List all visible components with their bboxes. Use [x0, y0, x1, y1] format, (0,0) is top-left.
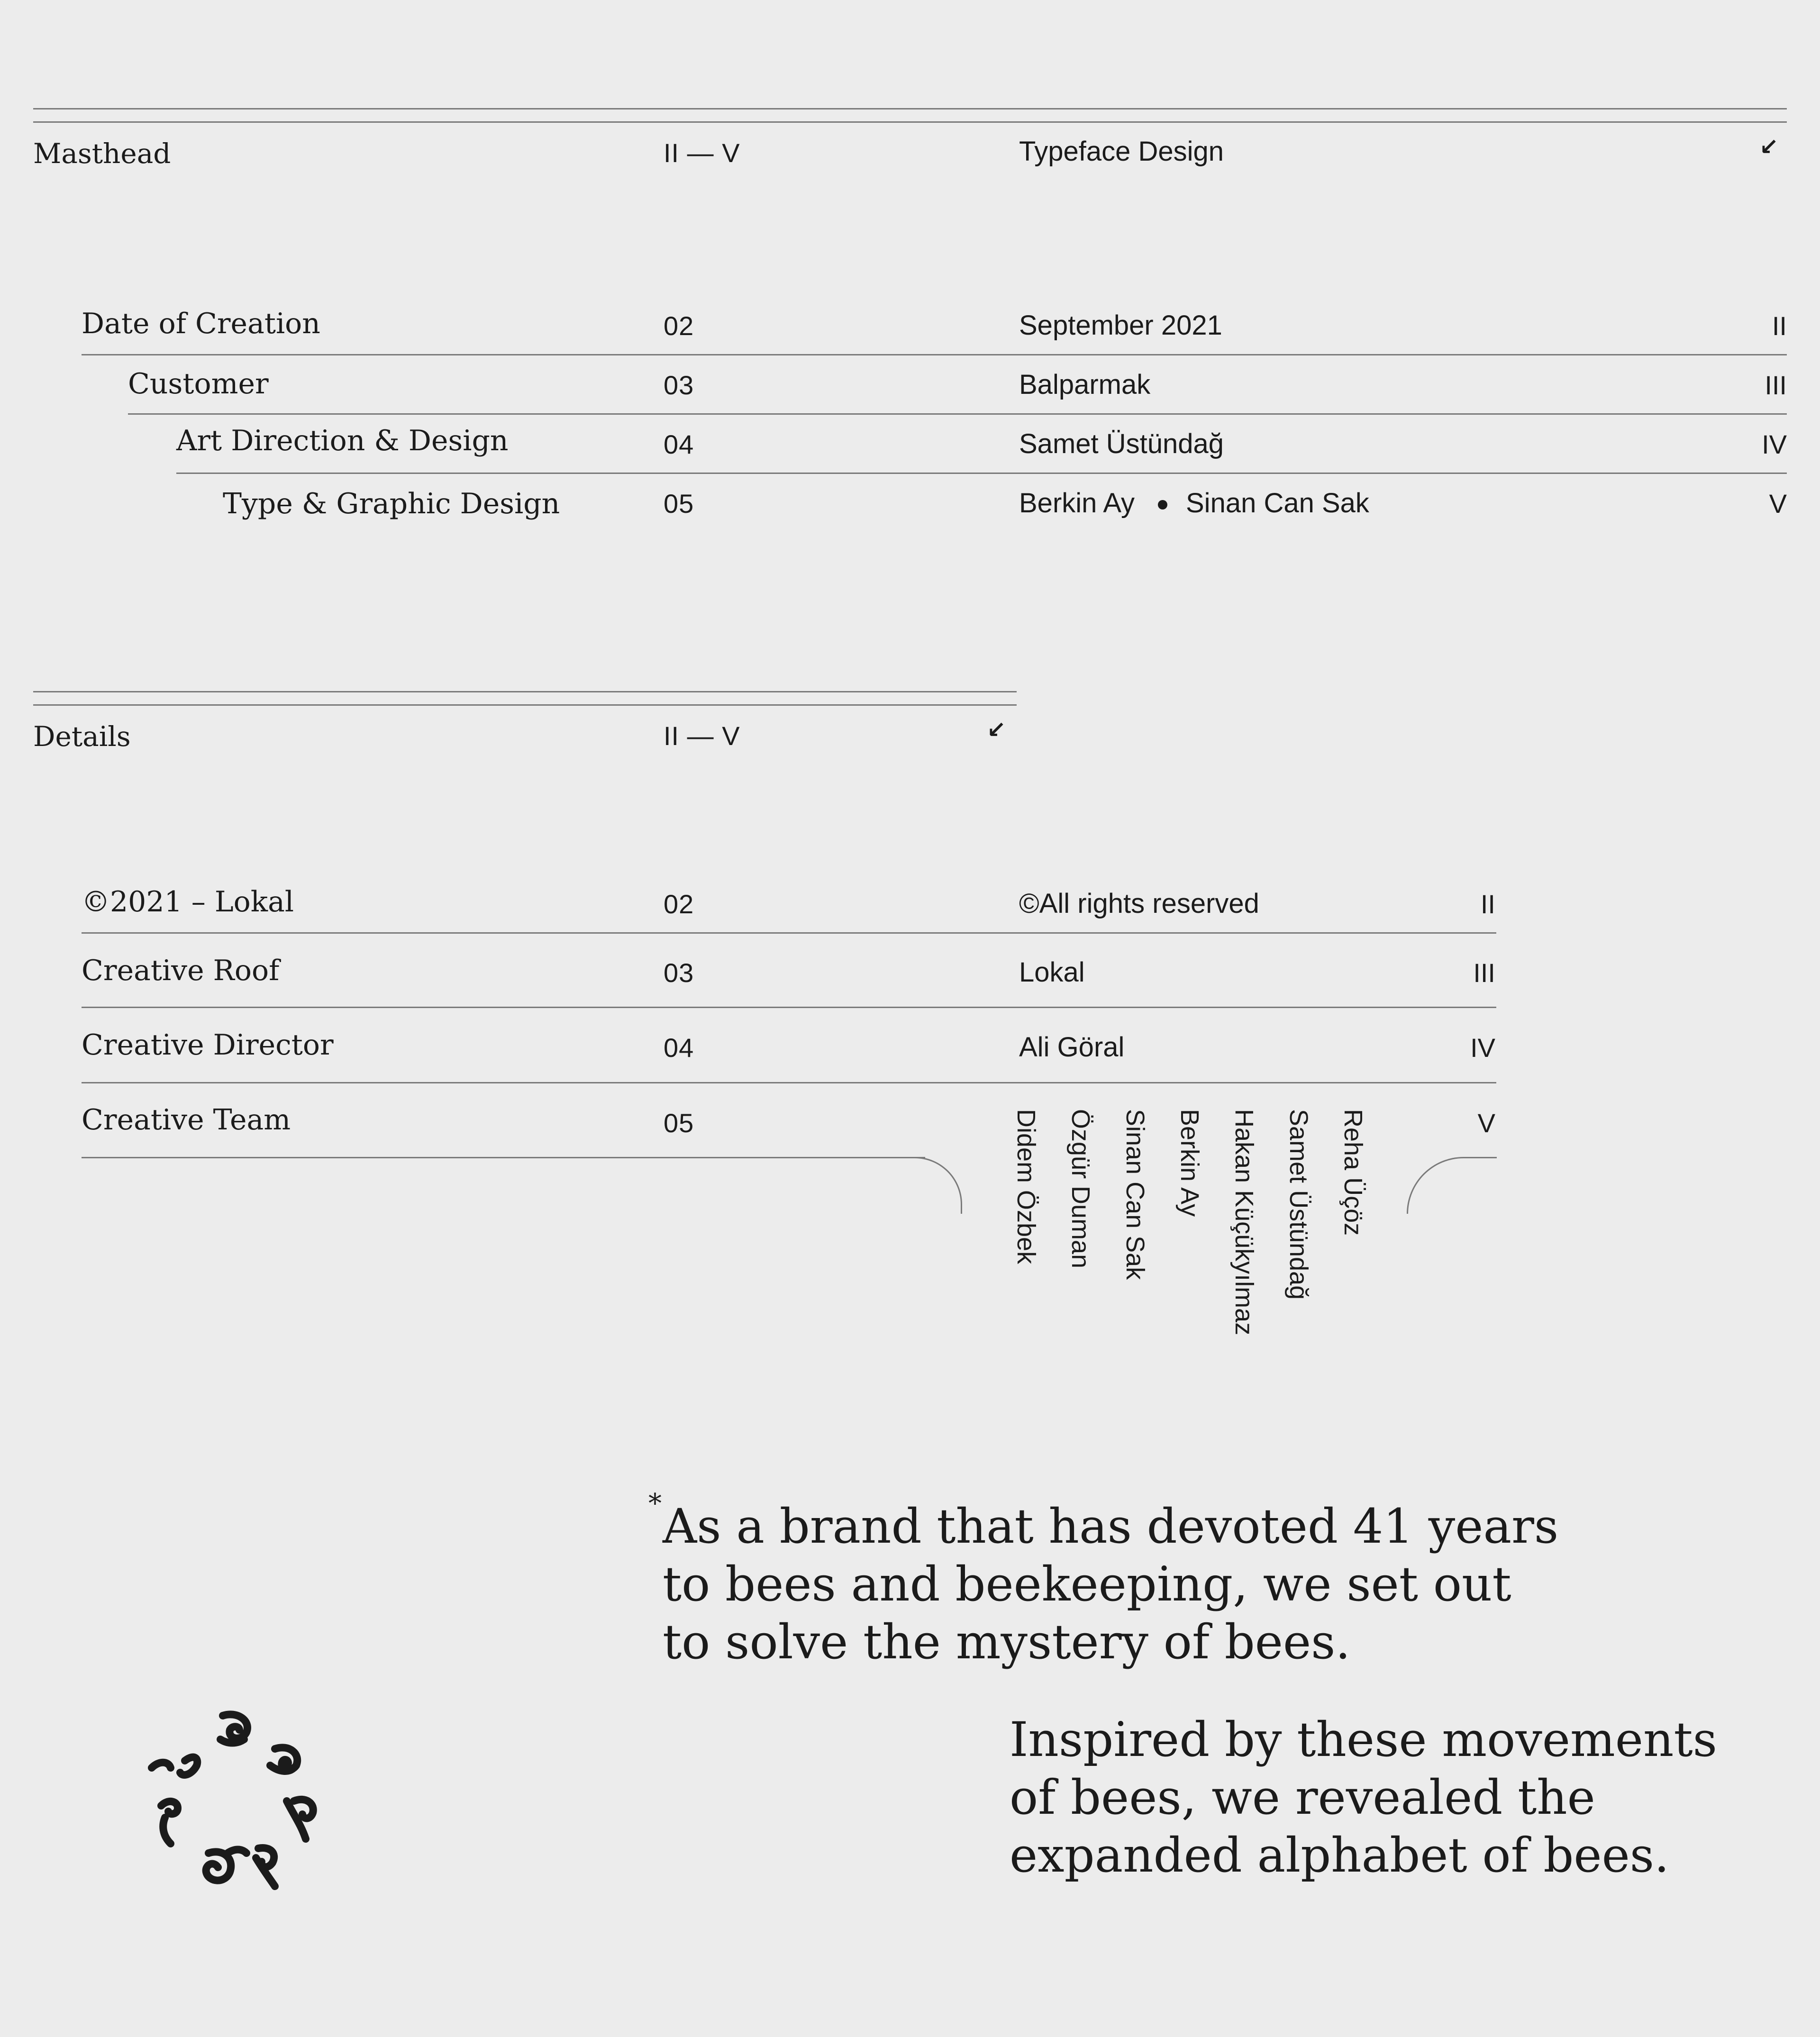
- masthead-row-roman: II: [1772, 311, 1787, 341]
- details-row-roman: V: [1477, 1108, 1495, 1138]
- arrow-down-left-icon[interactable]: ↙: [987, 718, 1006, 743]
- masthead-top-rule-2: [33, 121, 1787, 123]
- masthead-row-label: Type & Graphic Design: [223, 487, 560, 520]
- details-row-roman: IV: [1470, 1033, 1495, 1063]
- details-row-label: Creative Team: [82, 1103, 291, 1137]
- masthead-row-value-a: Berkin Ay: [1019, 488, 1135, 518]
- team-member: Hakan Küçükyılmaz: [1230, 1109, 1258, 1336]
- details-bottom-curve-left: [915, 1157, 962, 1214]
- masthead-row-num: 02: [664, 311, 694, 341]
- masthead-row-num: 03: [664, 370, 694, 400]
- team-member: Samet Üstündağ: [1284, 1109, 1313, 1300]
- details-range: II — V: [664, 721, 740, 751]
- masthead-row-label: Customer: [128, 367, 269, 400]
- details-bottom-rule-left: [82, 1157, 925, 1158]
- separator-dot-icon: [1158, 500, 1167, 509]
- masthead-row-value: Balparmak: [1019, 369, 1151, 400]
- masthead-row-value: Samet Üstündağ: [1019, 428, 1224, 459]
- masthead-row-roman: IV: [1762, 429, 1787, 459]
- details-row-roman: III: [1473, 958, 1495, 988]
- masthead-row-value-b: Sinan Can Sak: [1186, 488, 1369, 518]
- masthead-row-label: Date of Creation: [82, 307, 320, 340]
- details-row-num: 03: [664, 958, 694, 988]
- details-row-num: 02: [664, 889, 694, 919]
- masthead-title: Masthead: [33, 137, 171, 170]
- masthead-row-label: Art Direction & Design: [176, 424, 509, 457]
- masthead-row-rule: [176, 473, 1787, 474]
- team-member: Özgür Duman: [1066, 1109, 1095, 1269]
- masthead-row-roman: V: [1769, 489, 1787, 518]
- details-row-rule: [82, 1082, 1496, 1083]
- masthead-row-rule: [128, 413, 1787, 415]
- details-row-value: Ali Göral: [1019, 1032, 1125, 1063]
- details-row-roman: II: [1480, 889, 1495, 919]
- details-row-rule: [82, 1007, 1496, 1008]
- team-member: Sinan Can Sak: [1121, 1109, 1149, 1280]
- team-member: Reha Üçöz: [1339, 1109, 1367, 1236]
- masthead-top-rule: [33, 108, 1787, 109]
- masthead-row-roman: III: [1765, 370, 1787, 400]
- masthead-row-num: 05: [664, 489, 694, 518]
- details-row-label: Creative Roof: [82, 954, 280, 987]
- team-member: Didem Özbek: [1012, 1109, 1040, 1264]
- details-bottom-curve-right: [1407, 1157, 1497, 1214]
- statement-quote-1: As a brand that has devoted 41 years to bees and beekeeping, we set out to solve the mystery of bees.: [663, 1499, 1559, 1670]
- statement-quote-2: Inspired by these movements of bees, we revealed the expanded alphabet of bees.: [1010, 1712, 1717, 1883]
- details-row-value: Lokal: [1019, 957, 1085, 988]
- masthead-row-rule: [82, 354, 1787, 355]
- details-row-rule: [82, 932, 1496, 934]
- masthead-row-num: 04: [664, 429, 694, 459]
- details-row-label: ©2021 – Lokal: [82, 885, 294, 918]
- details-top-rule: [33, 691, 1017, 692]
- team-member: Berkin Ay: [1175, 1109, 1204, 1217]
- masthead-range: II — V: [664, 138, 740, 168]
- bee-glyph-circle-icon: [142, 1706, 332, 1896]
- details-top-rule-2: [33, 704, 1017, 706]
- masthead-row-value: September 2021: [1019, 310, 1222, 341]
- masthead-category: Typeface Design: [1019, 136, 1224, 167]
- arrow-down-left-icon[interactable]: ↙: [1759, 135, 1779, 160]
- details-row-num: 04: [664, 1033, 694, 1063]
- details-title: Details: [33, 720, 131, 753]
- details-row-label: Creative Director: [82, 1028, 334, 1062]
- asterisk-mark: *: [648, 1488, 662, 1519]
- bee-glyph-svg: [142, 1706, 332, 1896]
- details-row-value: ©All rights reserved: [1019, 888, 1259, 919]
- details-row-num: 05: [664, 1108, 694, 1138]
